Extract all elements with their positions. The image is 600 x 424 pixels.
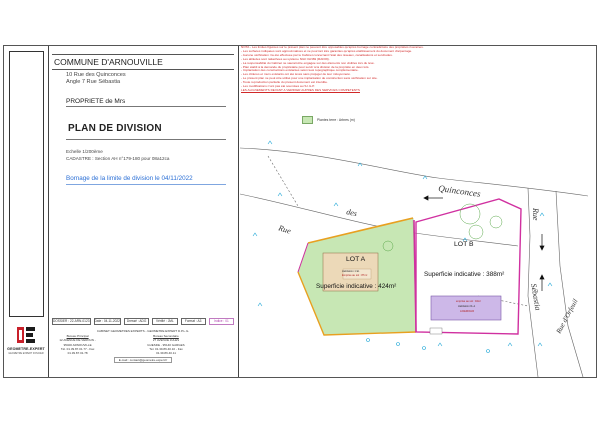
street-name-orfeuil: Rue d'Orfeuil — [554, 297, 580, 335]
logo-name: GEOMETRE-EXPERT — [7, 347, 45, 351]
geometre-logo-icon — [17, 327, 35, 343]
divider — [66, 106, 226, 107]
title-block — [48, 46, 239, 377]
lot-b-area: Superficie indicative : 388m² — [424, 271, 505, 278]
lot-b-label: LOT B — [454, 241, 474, 248]
address-line-1: 10 Rue des Quinconces — [66, 72, 126, 78]
address-line-2: Angle 7 Rue Sébastia — [66, 79, 121, 85]
secondary-office-address: 27 AVENUE JULES GUESDE - 95140 GARGES — [147, 338, 185, 347]
info-cell: Date : 04-11-2022 — [94, 319, 120, 323]
commune-title: COMMUNE D'ARNOUVILLE — [52, 54, 234, 70]
drawing-sheet — [3, 45, 597, 378]
scale-and-cadastre — [66, 149, 169, 162]
house-b-note-3: emprise au sol : 94m² — [456, 300, 481, 303]
info-cell: Indice : 01 — [209, 318, 234, 325]
company-logo — [7, 321, 45, 371]
note-line: - Toute reproduction partielle du présent document est interdite. — [241, 80, 328, 85]
offices — [52, 334, 234, 355]
main-office-title: Bureau Principal — [66, 334, 89, 339]
company-name: CABINET GEOMETRES EXPERTS - GEOMETRE EXPERT D.P.L.G. — [96, 329, 190, 333]
note-line: - Les altitudes sont rattachées au système NGF IGN69 (RAF09). — [241, 56, 330, 61]
note-line: - Implantation des constructions existantes selon levé topographique complémentaire. — [241, 68, 359, 73]
legend-label: Plantes terre : Arbres (m) — [317, 118, 355, 122]
info-cell: DOSSIER : 22-ARN-0123 — [53, 319, 90, 323]
note-line: - La responsabilité du Cabinet ne saurait être engagée sur des éléments non visibles lors du levé. — [241, 60, 375, 65]
note-line: - Aucune vérification n'a été effectuée par le Cabinet concernant l'état des réseaux, canalisations et servitudes. — [241, 52, 393, 57]
house-a-note-2: Emprise au sol : 87m² — [342, 274, 368, 277]
company-footer — [52, 329, 234, 363]
street-name-sebastia: Sébastia — [529, 282, 543, 312]
divider — [66, 139, 226, 140]
street-name-rue-right: Rue — [531, 208, 540, 221]
note-line: - Le présent plan ne peut être utilisé pour une implantation de construction sans vérification sur site. — [241, 76, 378, 81]
street-name-rue: Rue — [277, 223, 292, 236]
note-line: - Plan établi à la demande du propriétaire pour servir à la division de la propriété en deux lots. — [241, 64, 370, 69]
house-a-note: Habitation 1 Et. — [342, 270, 360, 273]
street-edge-line — [556, 191, 583, 377]
secondary-office-phone: Tél. 01.39.86.40.10 - Fax 01.39.86.40.11 — [149, 346, 183, 356]
main-office-phone: Tél. 01.39.87.01.77 - Fax 01.39.87.01.78 — [60, 346, 95, 356]
house-b-note: Habitation R+1 — [458, 305, 476, 308]
cadastre-text: CADASTRE : Section AH n°179-180 pour 08a12ca — [66, 155, 170, 161]
note-line: NOTA - Les limites figurées sur le présent plan ne peuvent être opposables qu'après bornage contradictoire des propriétés riveraines. — [241, 45, 424, 49]
street-edge-line — [240, 148, 588, 196]
binding-strip — [4, 46, 49, 377]
main-office-address: 12 AVENUE DE VERDUN - 95400 ARNOUVILLE — [59, 338, 96, 347]
secondary-office-title: Bureau Secondaire — [153, 334, 179, 339]
tree — [469, 225, 483, 239]
scale-text: Echelle 1/200ème — [66, 149, 103, 154]
divider — [66, 184, 226, 185]
logo-subtitle: GEOMETRE EXPERT FONCIER — [8, 352, 44, 355]
info-cell: Dressé : ADG — [124, 318, 149, 325]
company-email: E-mail : contact@geometre-expert.fr — [114, 357, 172, 363]
binding-strip-box — [9, 51, 44, 317]
tree — [490, 216, 502, 228]
main-office — [58, 334, 140, 355]
secondary-office — [146, 334, 228, 355]
note-line: - Les modifications n'ont pas été soumises au S.I.G.P. — [241, 84, 315, 89]
info-cell: Format : A3 — [181, 318, 206, 325]
street-name-des: des — [345, 207, 358, 219]
plan-title: PLAN DE DIVISION — [68, 123, 162, 134]
house-b-note-2: A DEMOLIR — [460, 310, 475, 313]
shed — [430, 328, 442, 334]
bornage-note: Bornage de la limite de division le 04/11/2022 — [66, 175, 193, 182]
note-line: - Les surfaces indiquées sont approximatives et ne pourront être garanties qu'après établissement du document d'arpentage. — [241, 48, 413, 53]
street-name-quinconces: Quinconces — [437, 183, 482, 199]
note-alignements: LES ALIGNEMENTS DEVANT A VERIFIER AUPRES DES SERVICES COMPETENTS — [241, 87, 360, 92]
dossier-info-row — [52, 318, 234, 325]
property-owner: PROPRIETE de Mrs — [66, 98, 126, 105]
lot-a-label: LOT A — [346, 256, 366, 263]
info-cell: Vérifié : JML — [152, 318, 177, 325]
note-line: - Les clôtures et murs existants ont été levés sans préjuger de leur mitoyenneté. — [241, 72, 351, 77]
plan-area — [238, 46, 596, 377]
site-address — [66, 72, 126, 86]
lot-a-area: Superficie indicative : 424m² — [316, 283, 397, 290]
division-plan-map — [238, 46, 596, 377]
